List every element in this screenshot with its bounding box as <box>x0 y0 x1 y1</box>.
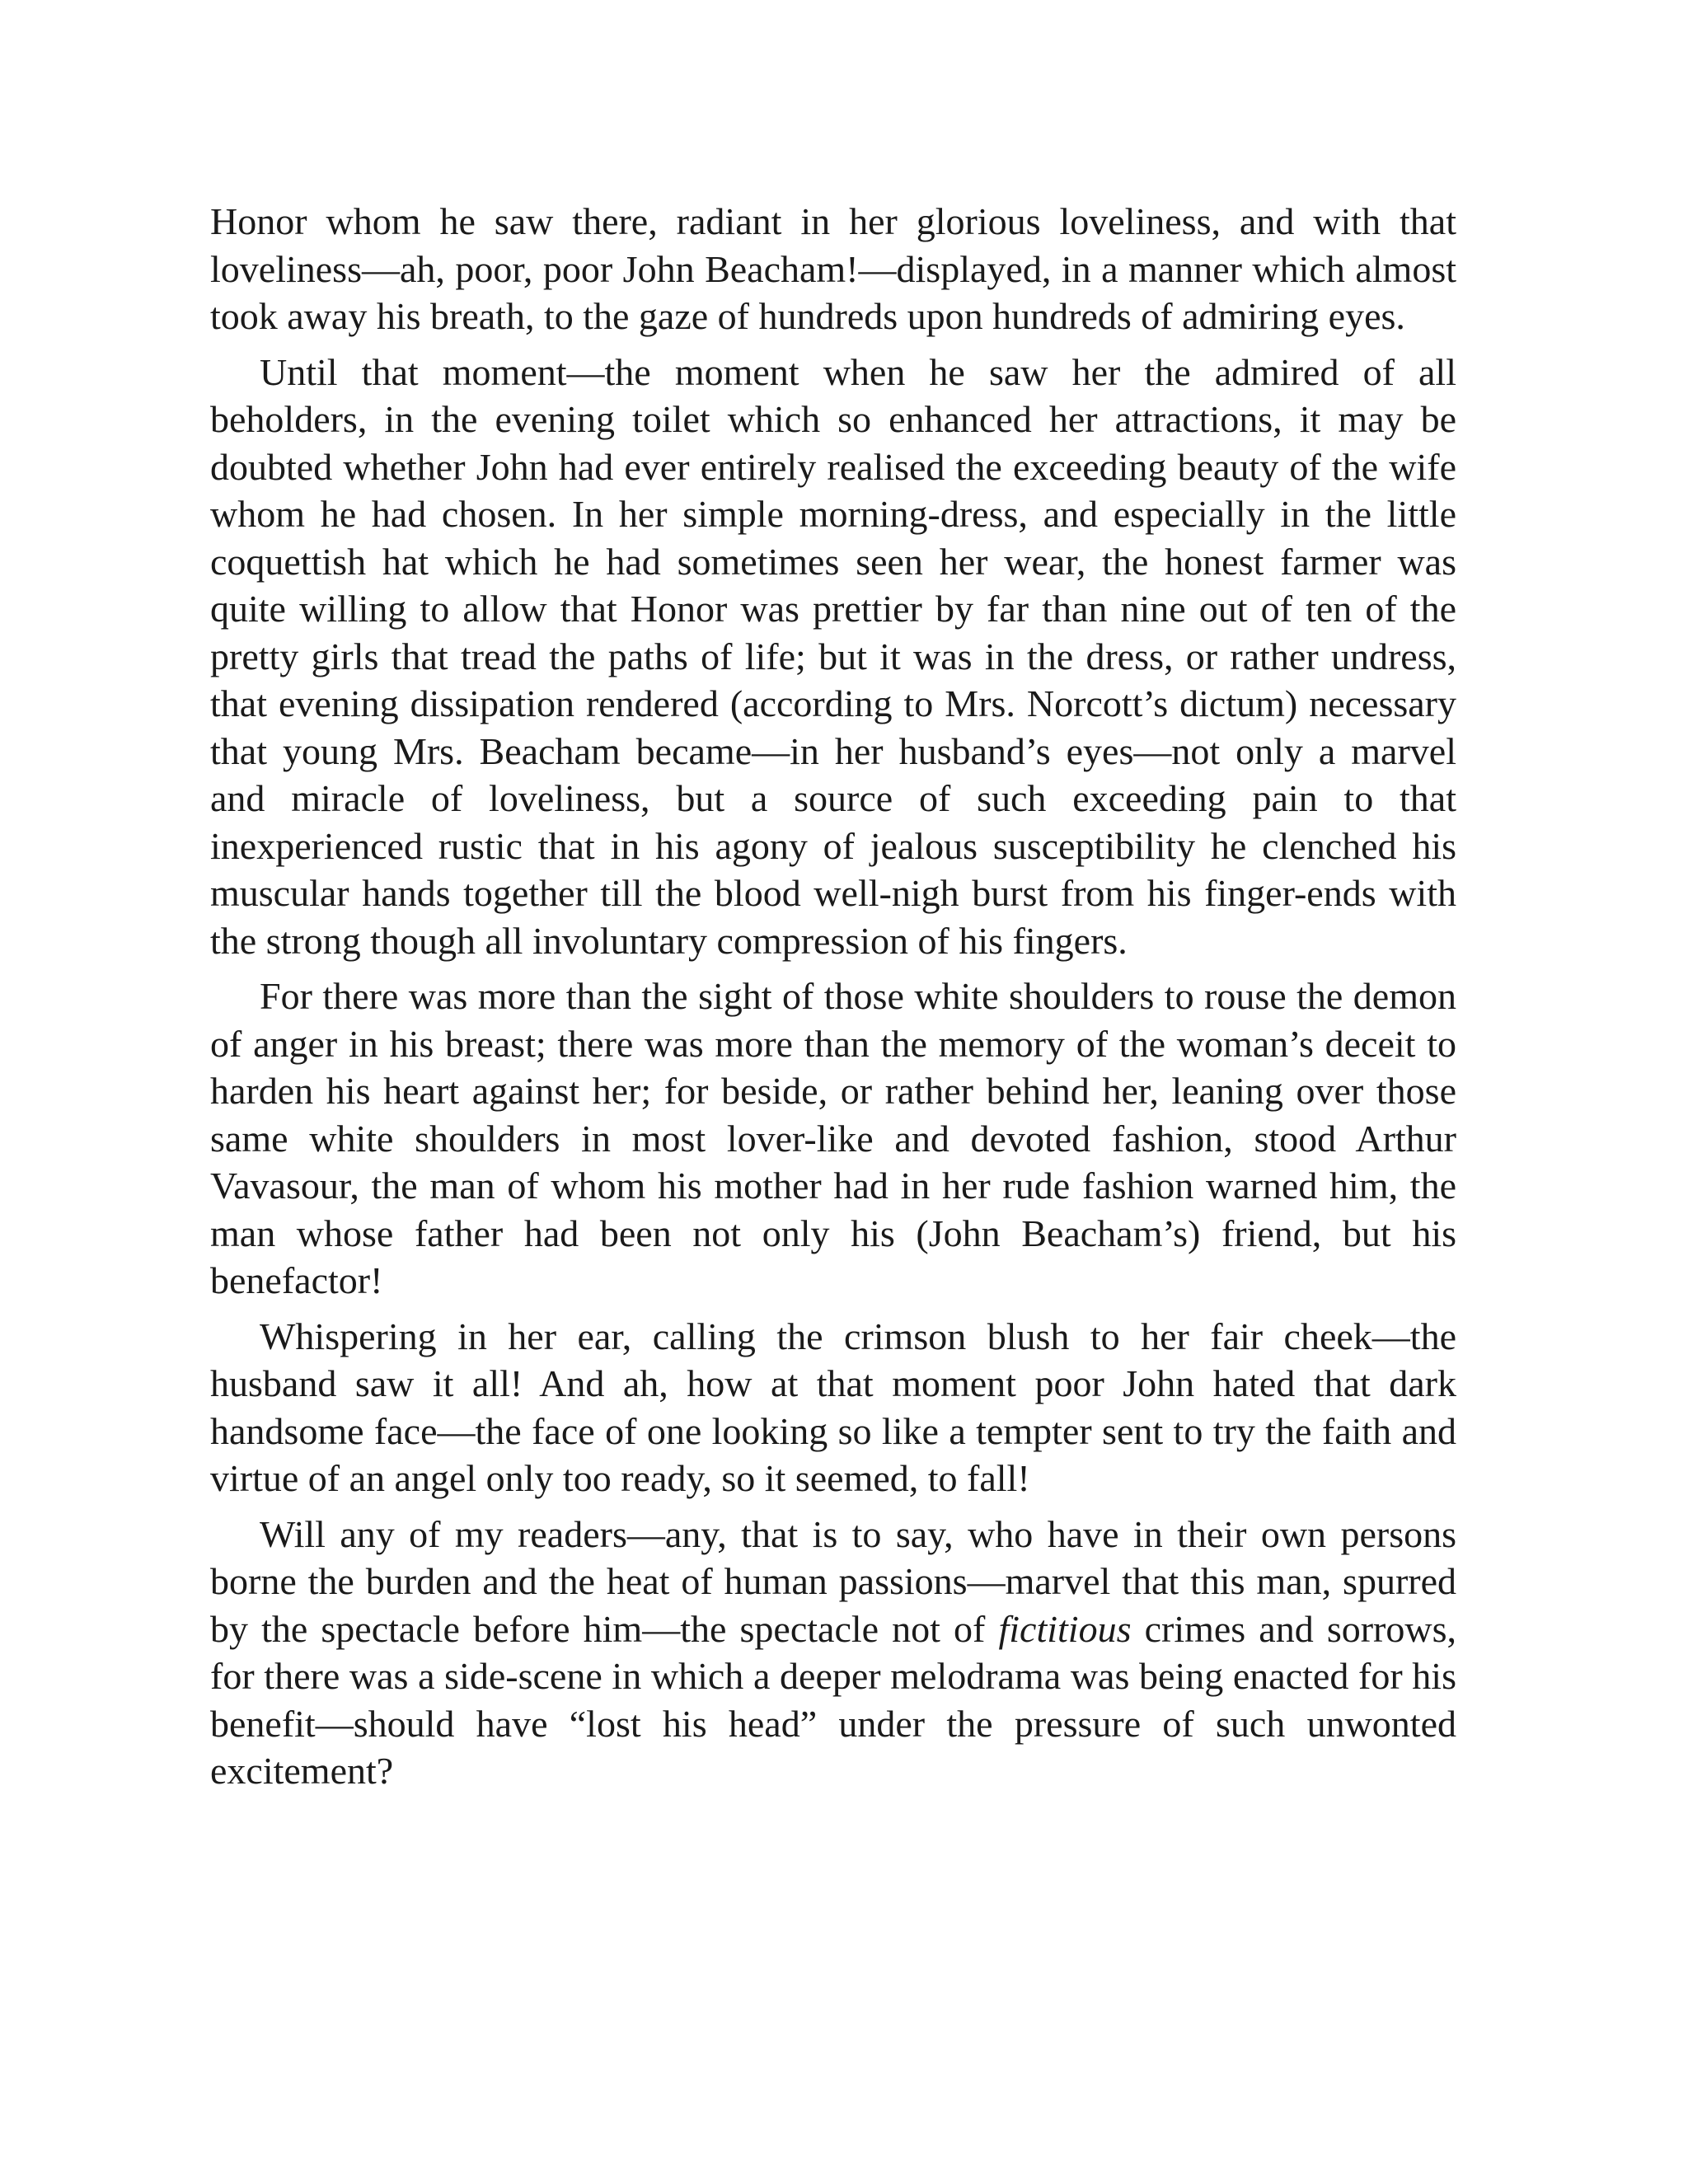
paragraph-1: Honor whom he saw there, radiant in her glorious loveliness, and with that loveliness—ah, poor, poor John Beacham!—displayed, in a manner which almost took away his breath, to the gaze of hundreds upon hundreds of admiring eyes. <box>210 200 1456 337</box>
paragraph-3: For there was more than the sight of those white shoulders to rouse the demon of anger in his breast; there was more than the memory of the woman’s deceit to harden his heart against her; for beside, or rather behind her, leaning over those same white shoulders in most lover-like and devoted fashion, stood Arthur Vavasour, the man of whom his mother had in her rude fashion warned him, the man whose father had been not only his (John Beacham’s) friend, but his benefactor! <box>210 975 1456 1301</box>
paragraph-2: Until that moment—the moment when he saw her the admired of all beholders, in the evening toilet which so enhanced her attractions, it may be doubted whether John had ever entirely realised the exceeding beauty of the wife whom he had chosen. In her simple morning-dress, and especially in the little coquettish hat which he had sometimes seen her wear, the honest farmer was quite willing to allow that Honor was prettier by far than nine out of ten of the pretty girls that tread the paths of life; but it was in the dress, or rather undress, that evening dissipation rendered (according to Mrs. Norcott’s dictum) necessary that young Mrs. Beacham became—in her husband’s eyes—not only a marvel and miracle of loveliness, but a source of such exceeding pain to that inexperienced rustic that in his agony of jealous susceptibility he clenched his muscular hands together till the blood well-nigh burst from his finger-ends with the strong though all involuntary compression of his fingers. <box>210 350 1456 962</box>
paragraph-5-text-a: Will any of my readers—any, that is to say, who have in their own persons borne the burden and the heat of human passions—marvel that this man, spurred by the spectacle before him—the spectacle not of <box>210 1512 1456 1650</box>
paragraph-4: Whispering in her ear, calling the crimson blush to her fair cheek—the husband saw it all! And ah, how at that moment poor John hated that dark handsome face—the face of one looking so like a tempter sent to try the faith and virtue of an angel only too ready, so it seemed, to fall! <box>210 1315 1456 1499</box>
paragraph-5-italic: fictitious <box>998 1607 1132 1650</box>
book-page <box>210 198 1456 1803</box>
paragraph-5-text-b: crimes and sorrows, for there was a side-scene in which a deeper melodrama was being enacted for his benefit—should have “lost his head” under the pressure of such unwonted excitement? <box>210 1607 1456 1792</box>
paragraph-5 <box>210 1511 1456 1795</box>
